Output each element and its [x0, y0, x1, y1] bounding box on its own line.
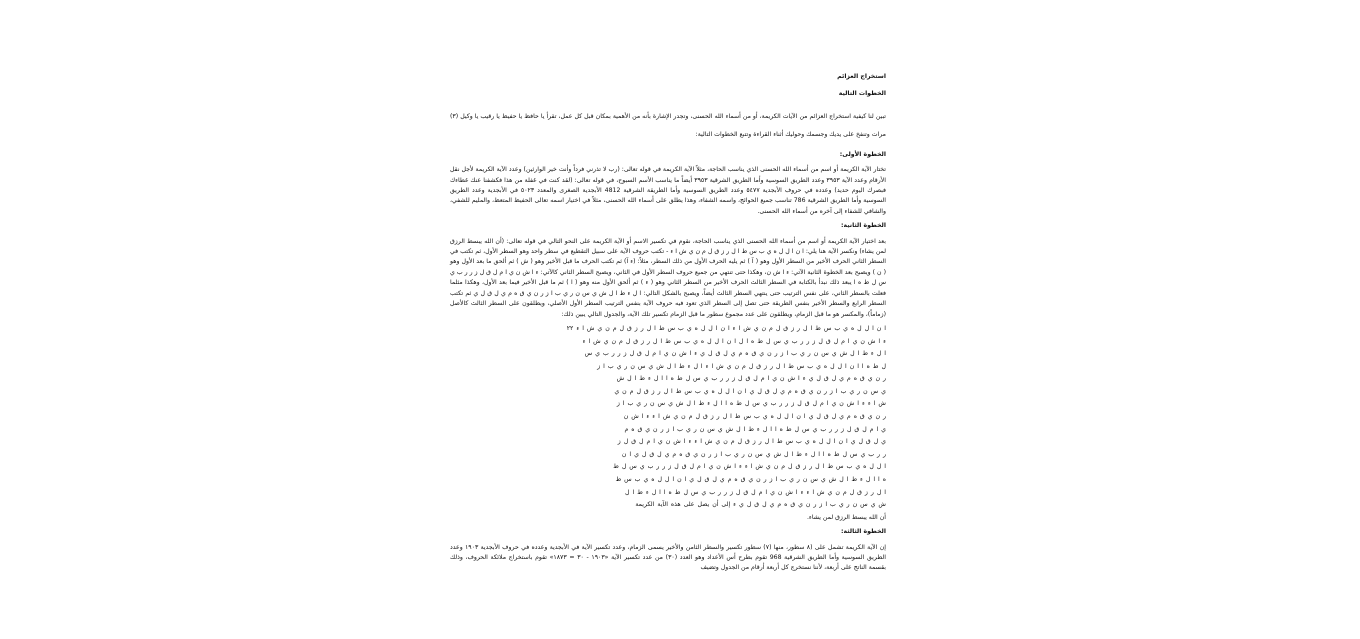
- letter-row: ش ي س ن ر ي ب ا ز ر ن ي ق ه م ي ل ق ل ي ء إلى أن يصل على هذه الآية الكريمة: [635, 501, 886, 509]
- intro-paragraph: تبين لنا كيفية استخراج العزائم من الآيات الكريمة، أو من أسماء الله الحسنى، وتجدر الإشارة بأنه من الأهمية بمكان قبل كل عمل، تقرأ يا حافظ يا حفيظ يا رقيب يا وكيل (٣) مرات وتنفخ على يديك وجسمك وحوليك أثناء القراءة وتتبع الخطوات التالية:: [450, 112, 886, 138]
- letter-row: ا ل ل ه ي ب س ط ا ل ر ز ق ل م ن ي ش ا ء ء ا ش ن ي ا م ل ق ل ز ر ر ب ي س ل ط: [613, 463, 886, 471]
- step1-heading: الخطوة الأولى:: [839, 150, 886, 158]
- document-title: استخراج العزائم: [837, 73, 886, 80]
- step1-paragraph: تختار الآية الكريمة أو اسم من أسماء الله الحسنى الذي يناسب الحاجة، مثلاً الآية الكريمة في قوله تعالى: (رب لا تذرني فرداً وأنت خير الوارثين) وعدد الآية الكريمة لأجل نقل الأرقام وعدد الآية ٣٩٥٣ وعدد الطريق السوسية وأما الطريق الشرقية ٣٩٥٣ أيضاً ما يناسب الأسم السبوح، في قوله تعالى: (لقد كنت في غفلة من هذا فكشفنا عنك غطاءك فبصرك اليوم حديد) وعدده في حروف الأبجدية ٥٤٧٧ وعدد الطريق السوسية وأما الطريقة الشرقية 4812 الأبجدية الصغرى والمعدد ٥٠٢٣ في الأبجدية وعدد الطريق السوسية وأما الطريق الشرقية 786 تناسب جميع الحوائج، واسمه الشفاء، وهذا يطلق على أسماء الله الحسنى، مثلاً في اختيار اسمه تعالى الحفيظ المتعظ، والمليم للشفي، والشافي للشفاء إلى آخره من أسماء الله الحسنى.: [450, 166, 887, 215]
- step2-heading: الخطوة الثانية:: [841, 222, 886, 230]
- letter-row: ه ا ا ل ء ط ا ل ش ي س ن ر ي ب ا ز ر ن ي ق ه م ي ل ق ل ي ا ن ا ل ل ه ي ب س ط: [615, 476, 886, 484]
- letter-row: ء ا ش ن ي ا م ل ق ل ز ر ر ب ي س ل ط ه ا ل ا ن ا ل ل ه ي ب س ط ا ل ر ز ق ل م ن ي ش ا ء: [582, 337, 886, 345]
- letter-row: ر ن ي ق ه م ي ل ق ل ي ا ن ا ل ل ه ي ب س ط ا ل ر ز ق ل م ن ي ش ا ء ء ا ش ن: [623, 413, 886, 421]
- letter-row: ي ا م ل ق ل ز ر ر ب ي س ل ط ه ا ا ل ء ط ا ل ش ي س ن ر ي ب ا ز ر ن ي ق ه م: [624, 425, 886, 433]
- letter-row: ا ل ء ط ا ل ش ي س ن ر ي ب ا ز ر ن ي ق ه م ي ل ق ل ي ء ا ش ن ي ا م ل ق ل ز ر ر ب ي س: [584, 350, 886, 358]
- document-subtitle: الخطوات التالية: [838, 90, 886, 98]
- letter-row: ي ل ق ل ي ا ن ا ل ل ه ي ب س ط ا ل ر ز ق ل م ن ي ش ا ء ء ا ش ن ي ا م ل ق ل ز: [617, 438, 886, 446]
- step2-paragraph: بعد اختيار الآية الكريمة أو اسم من أسماء الله الحسنى الذي يناسب الحاجة، نقوم في تكسير الاسم أو الآية الكريمة على النحو التالي في قوله تعالى: (أن الله يبسط الرزق لمن يشاء) ونكسر الآية هنا يلي: ا ن ا ل ل ه ي ب س ط ا ل ر ز ق ل م ن ي ش ا ء - تكتب حروف الآية على سبيل التقطيع في سطر واحد وهو السطر الأول، ثم تكتب في السطر الثاني الحرف الأخير من السطر الأول وهو ( آ ) ثم يليه الحرف الأول من ذلك السطر، مثلاً: (ء آ) ثم تكتب الحرف ما قبل الأخير وهو ( ش ) ثم ألحق ما بعد الأول وهو ( ن ) ويصبح بعد الخطوة الثانية الآتي: ء ا ش ن، وهكذا حتى تنتهي من جميع حروف السطر الأول في الثاني، ويصبح السطر الثاني كالآتي: ء ا ش ن ي ا م ل ق ل ز ر ر ب ي س ل ط ه ا يبعد ذلك نبدأ بالكتابة في السطر الثالث الحرف الأخير من السطر الثاني وهو ( ء ) ثم ألحق الأول منه وهو ( ا ) ثم ما قبل الأخير فيما بعد الأول، وهكذا مثلما فعلت بالسطر الثاني، على نفس الترتيب حتى ينتهي السطر الثالث أيضاً، ويصبح بالشكل التالي: ا ل ء ط ا ل ش ي س ن ر ي ب ا ز ر ن ي ق ه م ي ل ق ل ي ثم تكتب السطر الرابع والسطر الأخير بنفس الطريقة حتى تصل إلى السطر الذي تعود فيه حروف الآية بنفس الترتيب السطر الأول الأصلي، ويطلقون على السطر الثالث كالأصل (زماماً)، والمكسر هو ما قبل الزمام، ويطلقون على عدد مجموع سطور ما قبل الزمام تكسير تلك الآية، والجدول التالي يبين ذلك:: [450, 237, 886, 318]
- letter-row: ر ن ي ق ه م ي ل ق ل ي ء ا ش ن ي ا م ل ق ل ز ر ر ب ي س ل ط ه ا ا ل ء ط ا ل ش: [616, 375, 886, 383]
- step3-heading: الخطوة الثالثة:: [841, 528, 886, 536]
- letter-row: ل ط ه ا ا ن ا ل ل ه ي ب س ط ا ل ر ز ق ل م ن ي ش ا ء ا ل ء ط ا ل ش ي س ن ر ي ب ا ز: [597, 362, 886, 370]
- document-page: [450, 72, 886, 592]
- letter-table: [450, 324, 886, 511]
- letter-row: ي س ن ر ي ب ا ز ر ن ي ق ه م ي ل ق ل ي ا ن ا ل ل ه ي ب س ط ا ل ر ز ق ل م ن ي: [614, 387, 886, 395]
- letter-row: ا ل ر ز ق ل م ن ي ش ا ء ء ا ش ن ي ا م ل ق ل ز ر ر ب ي س ل ط ه ا ا ل ء ط ا ل: [625, 488, 886, 496]
- letter-row: ا ن ا ل ل ه ي ب س ط ا ل ر ز ق ل م ن ي ش ا ء ا ن ا ل ل ه ي ب س ط ا ل ر ز ق ل م ن ي ش ا ء ٢٢: [566, 324, 886, 332]
- letter-row: ر ر ب ي س ل ط ه ا ا ل ء ط ا ل ش ي س ن ر ي ب ا ز ر ن ي ق ه م ي ل ق ل ي ا ن: [621, 450, 886, 458]
- letter-row: ش ا ء ء ا ش ن ي ا م ل ق ل ز ر ر ب ي س ل ط ه ا ا ل ء ط ا ل ش ي س ن ر ي ب ا ز: [616, 400, 886, 408]
- closing-verse: أن الله يبسط الرزق لمن يشاء.: [806, 513, 886, 521]
- step3-paragraph: إن الآية الكريمة تشمل على (٨ سطور، منها (٧) سطور تكسير والسطر الثامن والأخير يسمى الزمام، وعدد تكسير الآية في الأبجدية وعدده في حروف الأبجدية ١٩٠٣ وعدد الطريق السوسية وأما الطريق الشرقية 968 تقوم بطرح أس الأعداد وهو العدد (٣٠) من عدد تكسير الآية «١٩٠٣ - ٣٠ = ١٨٧٣» تقوم باستخراج ملائكة الحروف، وذلك بقسمة الناتج على أربعة، لأننا نستخرج كل أربعة أرقام من الجدول وتضيف: [450, 543, 886, 572]
